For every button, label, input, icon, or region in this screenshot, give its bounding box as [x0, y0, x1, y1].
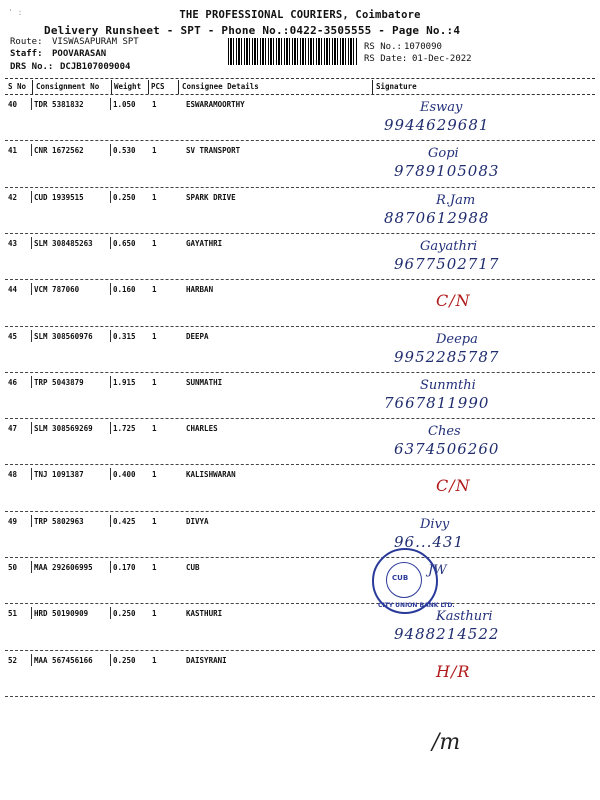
row-tick — [110, 144, 111, 156]
row-tick — [31, 191, 32, 203]
signature-phone: 9677502717 — [394, 254, 500, 273]
cell-sno: 49 — [8, 516, 18, 526]
drs-label: DRS No.: — [10, 62, 54, 72]
signature-name: Ches — [428, 424, 461, 440]
cell-consignee: CHARLES — [186, 424, 218, 434]
col-consignment: Consignment No — [36, 82, 100, 91]
rs-date-label: RS Date: — [364, 54, 408, 64]
cell-sno: 42 — [8, 192, 18, 202]
row-tick — [31, 654, 32, 666]
bottom-mark: /m — [432, 730, 461, 755]
signature-name: Deepa — [436, 331, 478, 347]
signature-name: Gayathri — [420, 238, 478, 254]
signature-name: Gopi — [428, 146, 459, 162]
cell-weight: 1.915 — [113, 377, 136, 387]
cell-pcs: 1 — [152, 655, 157, 665]
status-mark: C/N — [436, 476, 471, 496]
cell-consignment: SLM 308560976 — [34, 331, 93, 341]
cell-weight: 0.160 — [113, 285, 136, 295]
cell-pcs: 1 — [152, 238, 157, 248]
row-tick — [31, 283, 32, 295]
col-consignee: Consignee Details — [182, 82, 259, 91]
cell-sno: 46 — [8, 377, 18, 387]
row-border — [5, 650, 595, 651]
cell-consignment: TRP 5043879 — [34, 377, 84, 387]
cell-sno: 41 — [8, 146, 18, 156]
cell-sno: 43 — [8, 238, 18, 248]
cell-sno: 50 — [8, 563, 18, 572]
signature-name: Esway — [420, 100, 463, 115]
signature-phone: 8870612988 — [384, 208, 490, 227]
signature-phone: 6374506260 — [394, 440, 500, 459]
signature-phone: 9488214522 — [394, 625, 500, 644]
signature-name: Divy — [420, 516, 450, 532]
cell-weight: 0.315 — [113, 331, 136, 341]
cell-pcs: 1 — [152, 192, 157, 202]
row-tick — [31, 468, 32, 480]
signature-name: Sunmthi — [420, 377, 476, 393]
cell-consignee: SUNMATHI — [186, 377, 223, 387]
row-border — [5, 233, 595, 234]
cell-consignee: KASTHURI — [186, 609, 223, 619]
row-border — [5, 326, 595, 327]
row-tick — [110, 468, 111, 480]
cell-consignee: SV TRANSPORT — [186, 146, 241, 156]
cell-sno: 45 — [8, 331, 18, 341]
rs-no-label: RS No.: — [364, 42, 402, 52]
cell-weight: 0.170 — [113, 563, 136, 572]
row-tick — [31, 376, 32, 388]
stamp-center-text: CUB — [392, 574, 409, 582]
cell-consignee: CUB — [186, 563, 200, 572]
cell-pcs: 1 — [152, 100, 157, 109]
cell-weight: 0.530 — [113, 146, 136, 156]
row-border — [5, 372, 595, 373]
row-tick — [31, 98, 32, 110]
cell-consignee: DIVYA — [186, 516, 209, 526]
col-divider — [32, 80, 33, 94]
row-tick — [31, 144, 32, 156]
cell-consignee: KALISHWARAN — [186, 470, 236, 480]
row-tick — [31, 237, 32, 249]
signature-phone: 9952285787 — [394, 347, 500, 366]
barcode — [228, 38, 358, 65]
cell-consignment: MAA 292606995 — [34, 563, 93, 572]
cell-sno: 52 — [8, 655, 18, 665]
cell-consignee: ESWARAMOORTHY — [186, 100, 245, 109]
col-sno: S No — [8, 82, 27, 91]
cell-consignment: VCM 787060 — [34, 285, 80, 295]
row-border — [5, 511, 595, 512]
signature-name: Kasthuri — [436, 609, 493, 625]
row-border — [5, 603, 595, 604]
cell-consignment: TRP 5802963 — [34, 516, 84, 526]
signature-phone: 9789105083 — [394, 162, 500, 181]
row-tick — [110, 191, 111, 203]
cell-weight: 0.400 — [113, 470, 136, 480]
cell-consignment: CNR 1672562 — [34, 146, 84, 156]
cell-consignee: DAISYRANI — [186, 655, 227, 665]
row-border — [5, 696, 595, 697]
staff-value: POOVARASAN — [52, 49, 107, 59]
route-label: Route: — [10, 37, 43, 47]
row-border — [5, 464, 595, 465]
stamp-ring-text: CITY UNION BANK LTD. — [378, 602, 455, 609]
row-border — [5, 557, 595, 558]
cell-consignment: SLM 308569269 — [34, 424, 93, 434]
cell-consignment: TDR 5381832 — [34, 100, 84, 109]
cell-pcs: 1 — [152, 470, 157, 480]
cell-weight: 0.250 — [113, 609, 136, 619]
cell-pcs: 1 — [152, 377, 157, 387]
col-weight: Weight — [114, 82, 142, 91]
col-divider — [372, 80, 373, 94]
cell-sno: 47 — [8, 424, 18, 434]
row-tick — [31, 607, 32, 619]
row-tick — [31, 330, 32, 342]
cell-pcs: 1 — [152, 516, 157, 526]
cell-weight: 0.250 — [113, 655, 136, 665]
status-mark: C/N — [436, 291, 471, 311]
cell-pcs: 1 — [152, 424, 157, 434]
col-divider — [178, 80, 179, 94]
route-value: VISWASAPURAM SPT — [52, 37, 139, 47]
row-tick — [110, 654, 111, 666]
col-divider — [111, 80, 112, 94]
cell-consignment: TNJ 1091387 — [34, 470, 84, 480]
table-top-border — [5, 78, 595, 79]
row-tick — [110, 422, 111, 434]
cell-consignment: SLM 308485263 — [34, 238, 93, 248]
row-tick — [110, 515, 111, 527]
cell-consignee: DEEPA — [186, 331, 209, 341]
cell-sno: 48 — [8, 470, 18, 480]
signature-name: R.Jam — [436, 192, 476, 208]
cell-weight: 0.650 — [113, 238, 136, 248]
col-divider — [148, 80, 149, 94]
row-tick — [31, 561, 32, 573]
cell-consignment: CUD 1939515 — [34, 192, 84, 202]
row-tick — [110, 330, 111, 342]
row-border — [5, 140, 595, 141]
row-border — [5, 187, 595, 188]
cell-weight: 0.250 — [113, 192, 136, 202]
row-tick — [31, 515, 32, 527]
cell-sno: 40 — [8, 100, 18, 109]
cell-pcs: 1 — [152, 146, 157, 156]
staff-label: Staff: — [10, 49, 43, 59]
row-border — [5, 418, 595, 419]
col-signature: Signature — [376, 82, 417, 91]
corner-mark: ' : — [8, 8, 23, 17]
col-pcs: PCS — [151, 82, 165, 91]
cell-sno: 51 — [8, 609, 18, 619]
cell-consignment: MAA 567456166 — [34, 655, 93, 665]
row-tick — [110, 283, 111, 295]
rs-no-value: 1070090 — [404, 42, 442, 52]
drs-value: DCJB107009004 — [60, 62, 131, 72]
runsheet-title: Delivery Runsheet - SPT - Phone No.:0422-3505555 - Page No.:4 — [44, 24, 461, 37]
cell-weight: 0.425 — [113, 516, 136, 526]
signature-phone: 7667811990 — [384, 393, 490, 412]
cell-weight: 1.725 — [113, 424, 136, 434]
cell-pcs: 1 — [152, 285, 157, 295]
cell-weight: 1.050 — [113, 100, 136, 109]
row-tick — [31, 422, 32, 434]
row-tick — [110, 376, 111, 388]
cell-sno: 44 — [8, 285, 18, 295]
row-tick — [110, 607, 111, 619]
row-tick — [110, 561, 111, 573]
status-mark: H/R — [436, 661, 471, 681]
cell-consignee: GAYATHRI — [186, 238, 223, 248]
company-title: THE PROFESSIONAL COURIERS, Coimbatore — [179, 9, 421, 21]
cell-consignee: SPARK DRIVE — [186, 192, 236, 202]
rs-date-value: 01-Dec-2022 — [412, 54, 472, 64]
row-border — [5, 279, 595, 280]
row-tick — [110, 98, 111, 110]
cell-consignment: HRD 50190909 — [34, 609, 89, 619]
cell-consignee: HARBAN — [186, 285, 214, 295]
signature-name: JW — [428, 563, 447, 578]
row-tick — [110, 237, 111, 249]
signature-phone: 9944629681 — [384, 116, 490, 134]
cell-pcs: 1 — [152, 609, 157, 619]
signature-phone: 96...431 — [394, 532, 465, 551]
cell-pcs: 1 — [152, 563, 157, 572]
cell-pcs: 1 — [152, 331, 157, 341]
table-header-border — [5, 94, 595, 95]
